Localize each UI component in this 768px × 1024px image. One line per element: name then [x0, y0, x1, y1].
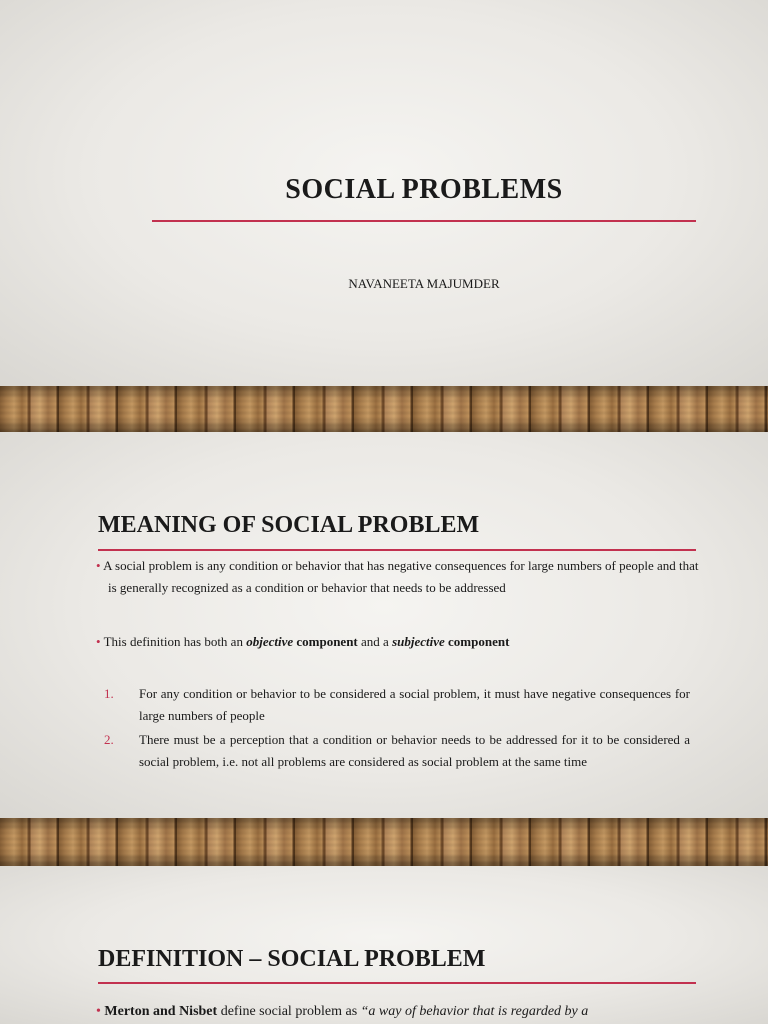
presentation-title: SOCIAL PROBLEMS — [285, 174, 563, 205]
objective-term: objective — [246, 634, 294, 649]
slide-heading: MEANING OF SOCIAL PROBLEM — [98, 512, 480, 538]
bullet-item — [96, 555, 708, 599]
slide-meaning — [0, 432, 768, 818]
numbered-item — [104, 683, 690, 727]
component-label: component — [293, 634, 358, 649]
heading-rule — [98, 982, 696, 984]
slide-title — [0, 0, 768, 386]
item-number: 2. — [104, 732, 114, 747]
title-rule — [152, 220, 696, 222]
wood-floor-1 — [0, 386, 768, 432]
numbered-item — [104, 729, 690, 773]
bullet-marker: • — [96, 1004, 101, 1019]
definition-quote: “a way of behavior that is regarded by a — [360, 1004, 589, 1019]
subjective-term: subjective — [392, 634, 445, 649]
bullet-item — [96, 631, 696, 653]
bullet-text: A social problem is any condition or behavior that has negative consequences for large numbers of people and that is generally recognized as a condition or behavior that needs to be addressed — [103, 558, 699, 595]
bullet-text-pre: This definition has both an — [103, 634, 247, 649]
bullet-text: define social problem as — [217, 1004, 361, 1019]
slide-definition — [0, 866, 768, 1024]
item-number: 1. — [104, 686, 114, 701]
item-text: For any condition or behavior to be considered a social problem, it must have negative consequences for large numbers of people — [139, 686, 690, 723]
heading-rule — [98, 549, 696, 551]
bullet-item — [96, 1001, 696, 1023]
wood-floor-2 — [0, 818, 768, 866]
conjunction: and a — [357, 634, 393, 649]
bullet-marker: • — [96, 558, 101, 573]
component-label: component — [444, 634, 510, 649]
item-text: There must be a perception that a condition or behavior needs to be addressed for it to be considered a social problem, i.e. not all problems are considered as social problem at the same time — [139, 732, 690, 769]
bullet-marker: • — [96, 634, 101, 649]
author-name: NAVANEETA MAJUMDER — [348, 276, 500, 291]
author-names: Merton and Nisbet — [104, 1004, 218, 1019]
slide-heading: DEFINITION – SOCIAL PROBLEM — [98, 946, 486, 972]
